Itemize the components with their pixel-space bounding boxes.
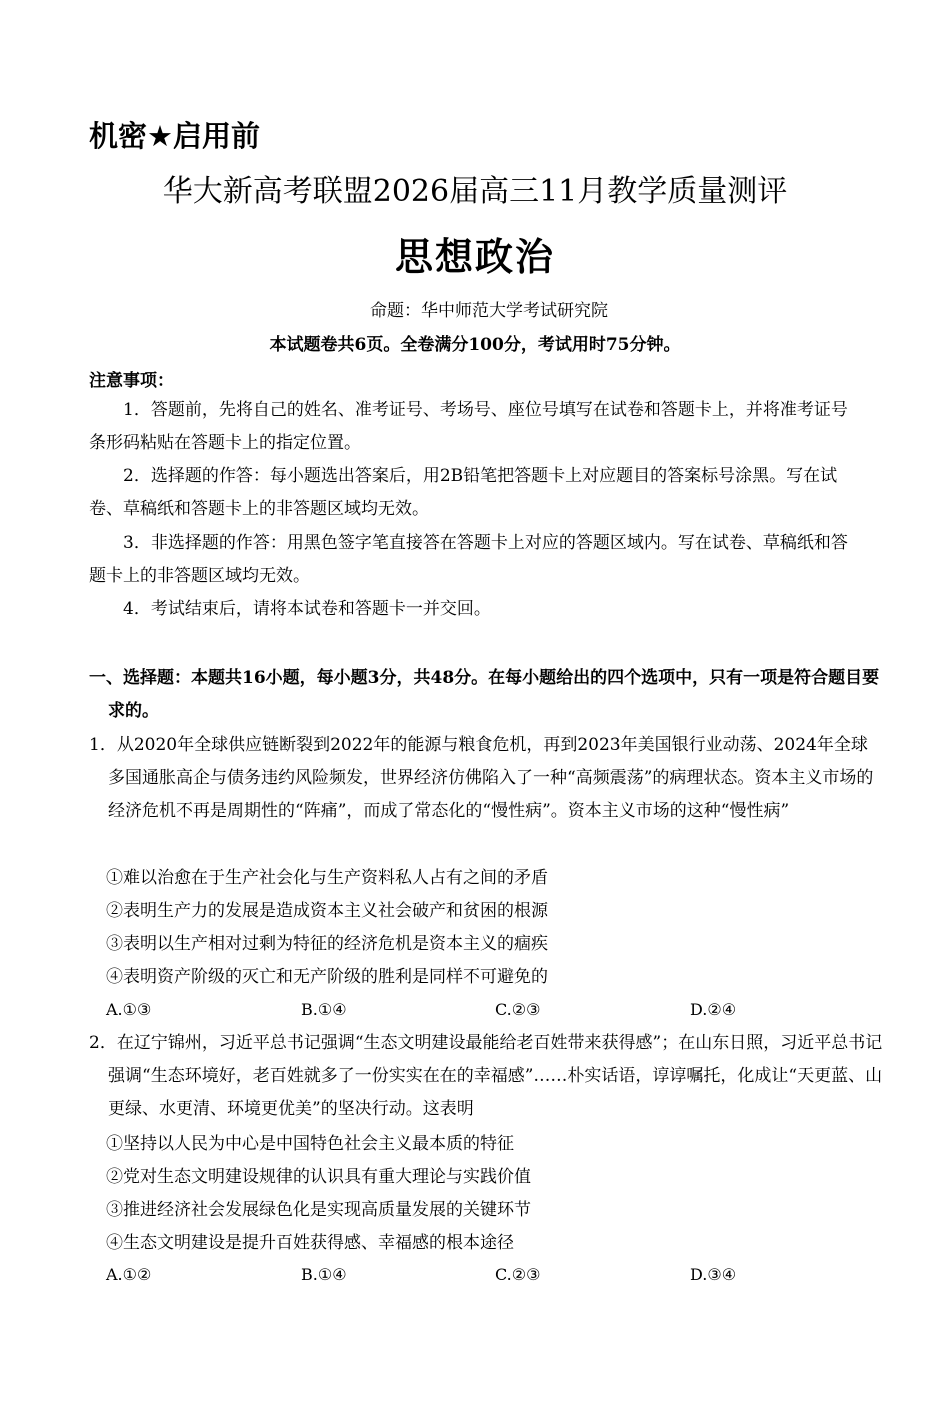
question-option: ①坚持以人民为中心是中国特色社会主义最本质的特征 (106, 1134, 514, 1154)
exam-info: 本试题卷共6页。全卷满分100分，考试用时75分钟。 (269, 335, 681, 355)
question-option: ②表明生产力的发展是造成资本主义社会破产和贫困的根源 (106, 901, 548, 921)
question-option: ④生态文明建设是提升百姓获得感、幸福感的根本途径 (106, 1233, 514, 1253)
question-option: ②党对生态文明建设规律的认识具有重大理论与实践价值 (106, 1167, 531, 1187)
choice-b: B.①④ (301, 1265, 347, 1284)
choice-a: A.①③ (106, 1000, 152, 1019)
question-stem: 2．在辽宁锦州，习近平总书记强调“生态文明建设最能给老百姓带来获得感”；在山东日照，习近平总书记强调“生态环境好，老百姓就多了一份实实在在的幸福感”……朴实话语，谆谆嘱托，化成让“天更蓝、山更绿、水更清、环境更优美”的坚决行动。这表明 (89, 1033, 883, 1119)
notice-item: 1．答题前，先将自己的姓名、准考证号、考场号、座位号填写在试卷和答题卡上，并将准考证号条形码粘贴在答题卡上的指定位置。 (89, 400, 848, 453)
exam-title: 华大新高考联盟2026届高三11月教学质量测评 (162, 174, 788, 209)
question-option: ③推进经济社会发展绿色化是实现高质量发展的关键环节 (106, 1200, 531, 1220)
choice-c: C.②③ (495, 1265, 541, 1284)
notice-item: 4．考试结束后，请将本试卷和答题卡一并交回。 (123, 599, 491, 619)
choice-c: C.②③ (495, 1000, 541, 1019)
secret-mark: 机密★启用前 (89, 119, 260, 153)
question-option: ③表明以生产相对过剩为特征的经济危机是资本主义的痼疾 (106, 934, 548, 954)
notice-item: 2．选择题的作答：每小题选出答案后，用2B铅笔把答题卡上对应题目的答案标号涂黑。写在试卷、草稿纸和答题卡上的非答题区域均无效。 (89, 466, 838, 519)
notice-item: 3．非选择题的作答：用黑色签字笔直接答在答题卡上对应的答题区域内。写在试卷、草稿纸和答题卡上的非答题区域均无效。 (89, 533, 848, 586)
question-option: ①难以治愈在于生产社会化与生产资料私人占有之间的矛盾 (106, 868, 548, 888)
choice-d: D.③④ (690, 1265, 737, 1284)
notice-heading: 注意事项： (89, 371, 174, 391)
choice-d: D.②④ (690, 1000, 737, 1019)
author-line: 命题：华中师范大学考试研究院 (370, 301, 608, 321)
question-stem: 1．从2020年全球供应链断裂到2022年的能源与粮食危机，再到2023年美国银行业动荡、2024年全球多国通胀高企与债务违约风险频发，世界经济仿佛陷入了一种“高频震荡”的病理状态。资本主义市场的经济危机不再是周期性的“阵痛”，而成了常态化的“慢性病”。资本主义市场的这种“慢性病” (89, 735, 874, 821)
subject-title: 思想政治 (394, 235, 555, 279)
choice-b: B.①④ (301, 1000, 347, 1019)
section-heading: 一、选择题：本题共16小题，每小题3分，共48分。在每小题给出的四个选项中，只有一项是符合题目要求的。 (89, 668, 880, 721)
question-option: ④表明资产阶级的灭亡和无产阶级的胜利是同样不可避免的 (106, 967, 548, 987)
choice-a: A.①② (106, 1265, 152, 1284)
